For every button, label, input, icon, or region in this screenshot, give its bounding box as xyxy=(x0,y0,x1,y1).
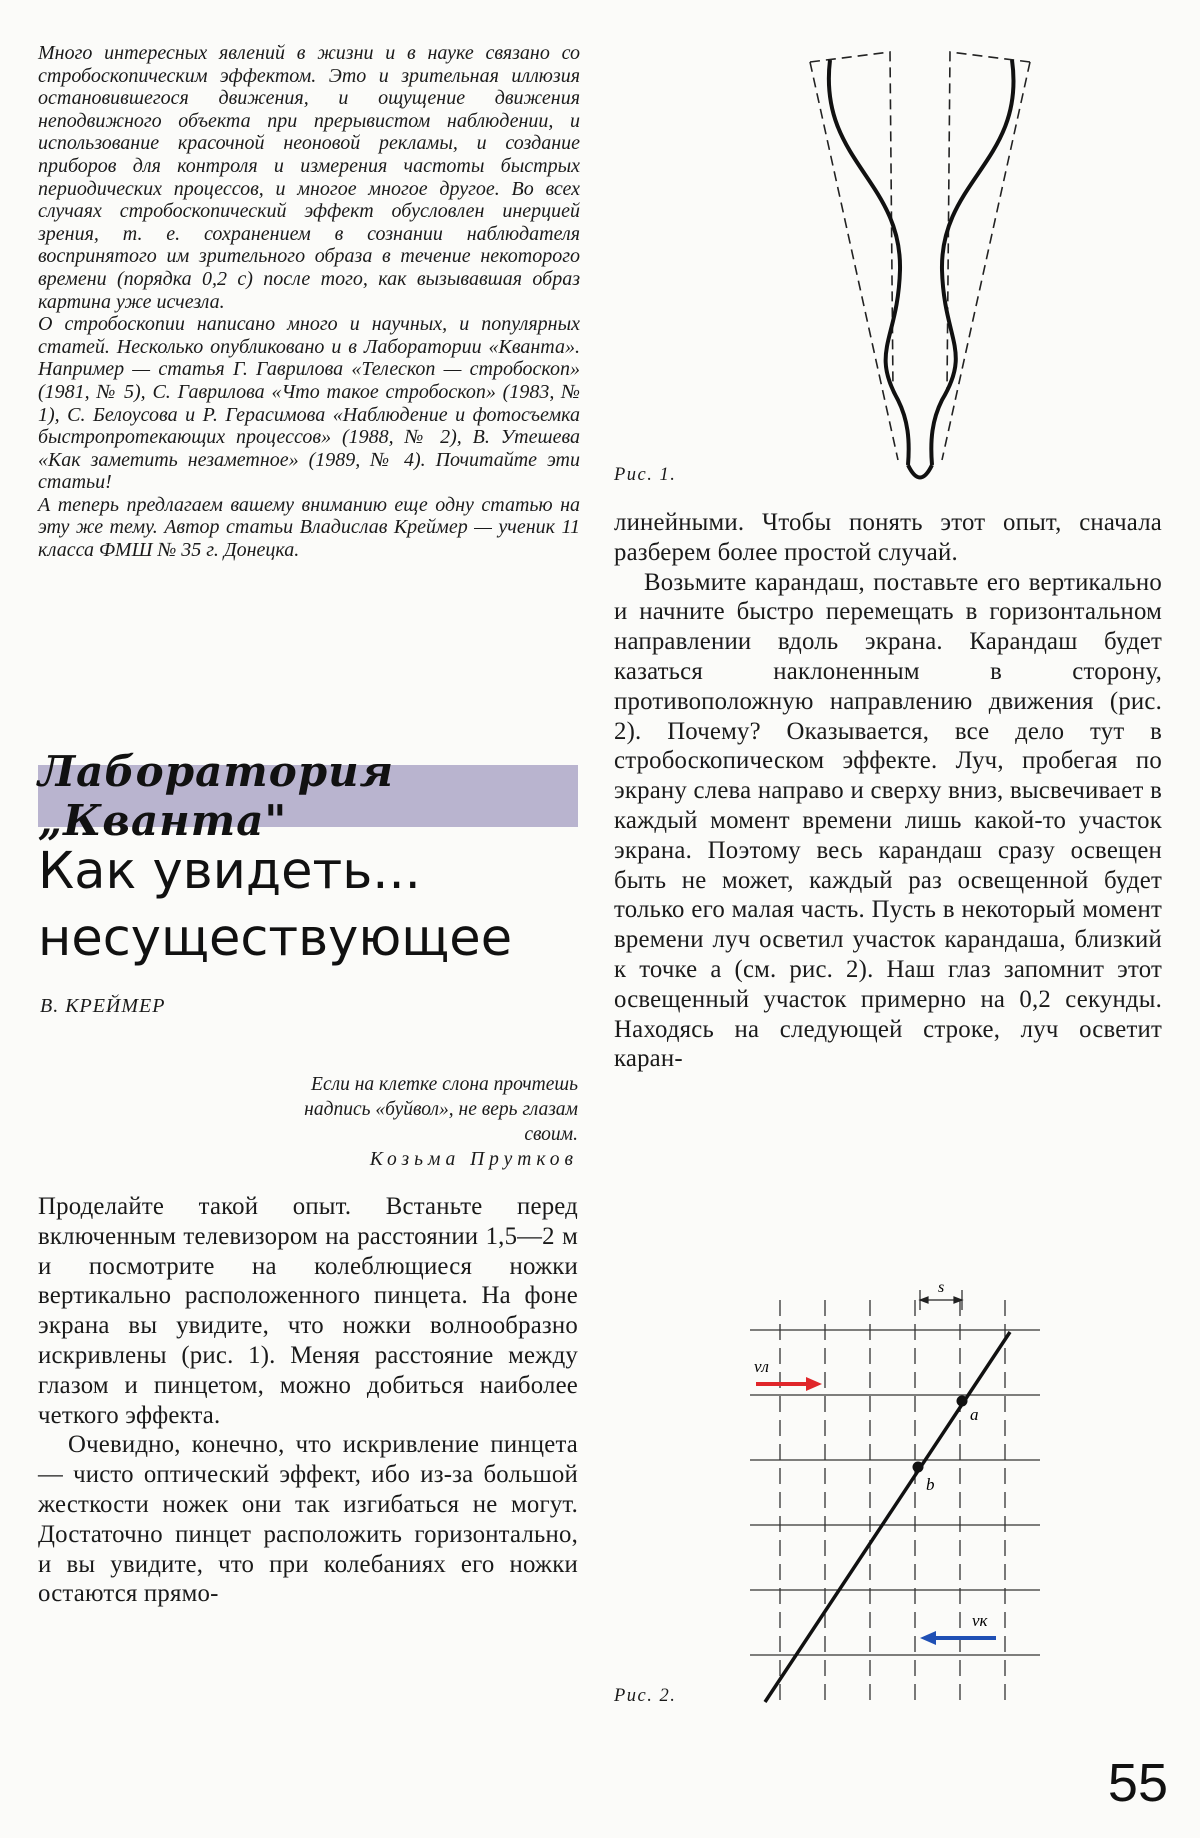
label-vk: vк xyxy=(972,1611,988,1630)
epigraph-line-3: своим. xyxy=(524,1124,578,1145)
article-author: В. КРЕЙМЕР xyxy=(40,995,166,1017)
epigraph xyxy=(158,1072,578,1172)
title-line-2: несуществующее xyxy=(38,909,513,968)
intro-paragraph-1: Много интересных явлений в жизни и в науке связано со стробоскопическим эффектом. Это и зрительная иллюзия остановившегося движения, и ощущение движения неподвижного объекта при прерывистом наблюдении, и использование красочной неоновой рекламы, и создание приборов для контроля и измерения частоты быстрых периодических процессов, и многое многое другое. Во всех случаях стробоскопический эффект обусловлен инерцией зрения, т. е. сохранением в сознании наблюдателя воспринятого им зрительного образа в течение некоторого времени (порядка 0,2 с) после того, как вызывавшая образ картина уже исчезла. xyxy=(38,42,580,313)
label-s: s xyxy=(938,1280,945,1296)
label-a: a xyxy=(970,1405,979,1424)
epigraph-line-2: надпись «буйвол», не верь глазам xyxy=(304,1099,578,1120)
rubric-title: Лаборатория „Кванта" xyxy=(38,747,395,845)
epigraph-signature: Козьма Прутков xyxy=(369,1149,578,1170)
article-title xyxy=(38,838,598,972)
point-a xyxy=(957,1396,968,1407)
label-b: b xyxy=(926,1475,935,1494)
intro-paragraph-2: О стробоскопии написано много и научных, и популярных статей. Несколько опубликовано и в Лаборатории «Кванта». Например — статья Г. Гаврилова «Телескоп — стробоскоп» (1981, № 5), С. Гаврилова «Что такое стробоскоп» (1983, № 1), С. Белоусова и Р. Герасимова «Наблюдение и фотосъемка быстропротекающих процессов» (1988, № 2), В. Утешева «Как заметить незаметное» (1989, № 4). Почитайте эти статьи! xyxy=(38,313,580,494)
figure-2-grid xyxy=(740,1280,1040,1710)
epigraph-line-1: Если на клетке слона прочтешь xyxy=(311,1074,578,1095)
intro-block xyxy=(38,42,580,562)
body-paragraph: Очевидно, конечно, что искривление пинцета — чисто оптический эффект, ибо из-за большой жесткости ножек они так изгибаться не могут. Достаточно пинцет расположить горизонтально, и вы увидите, что при колебаниях его ножки остаются прямо- xyxy=(38,1431,578,1608)
body-paragraph: Проделайте такой опыт. Встаньте перед включенным телевизором на расстоянии 1,5—2 м и посмотрите на колеблющиеся ножки вертикально расположенного пинцета. На фоне экрана вы увидите, что ножки волнообразно искривлены (рис. 1). Меняя расстояние между глазом и пинцетом, можно добиться наиболее четкого эффекта. xyxy=(38,1193,578,1429)
grid-horizontal-lines xyxy=(750,1330,1040,1655)
rubric-banner xyxy=(38,747,578,845)
figure-2-caption: Рис. 2. xyxy=(614,1686,677,1706)
page-number: 55 xyxy=(1107,1753,1168,1813)
pencil-line xyxy=(765,1332,1010,1702)
figure-1-caption: Рис. 1. xyxy=(614,465,677,485)
figure-1-tweezers xyxy=(790,40,1050,500)
body-paragraph: линейными. Чтобы понять этот опыт, сначала разберем более простой случай. xyxy=(614,509,1162,566)
point-b xyxy=(913,1462,924,1473)
label-vl: vл xyxy=(754,1357,769,1376)
body-column-right xyxy=(614,508,1162,1074)
title-line-1: Как увидеть... xyxy=(38,842,421,901)
body-paragraph: Возьмите карандаш, поставьте его вертикально и начните быстро перемещать в горизонтальном направлении вдоль экрана. Карандаш будет казаться наклоненным в сторону, противоположную направлению движения (рис. 2). Почему? Оказывается, все дело тут в стробоскопическом эффекте. Луч, пробегая по экрану слева направо и сверху вниз, высвечивает в каждый момент времени лишь какой-то участок экрана. Поэтому весь карандаш сразу освещен быть не может, каждый раз освещенной будет только его малая часть. Пусть в некоторый момент времени луч осветил участок карандаша, близкий к точке а (см. рис. 2). Наш глаз запомнит этот освещенный участок примерно на 0,2 секунды. Находясь на следующей строке, луч осветит каран- xyxy=(614,568,1162,1073)
body-column-left xyxy=(38,1192,578,1609)
velocity-arrow-right xyxy=(756,1377,822,1391)
intro-paragraph-3: А теперь предлагаем вашему вниманию еще одну статью на эту же тему. Автор статьи Владислав Креймер — ученик 11 класса ФМШ № 35 г. Донецка. xyxy=(38,493,580,562)
tweezers-curved-legs xyxy=(829,60,1014,478)
tweezers-straight-outline xyxy=(810,52,1030,460)
velocity-arrow-left xyxy=(920,1631,996,1645)
